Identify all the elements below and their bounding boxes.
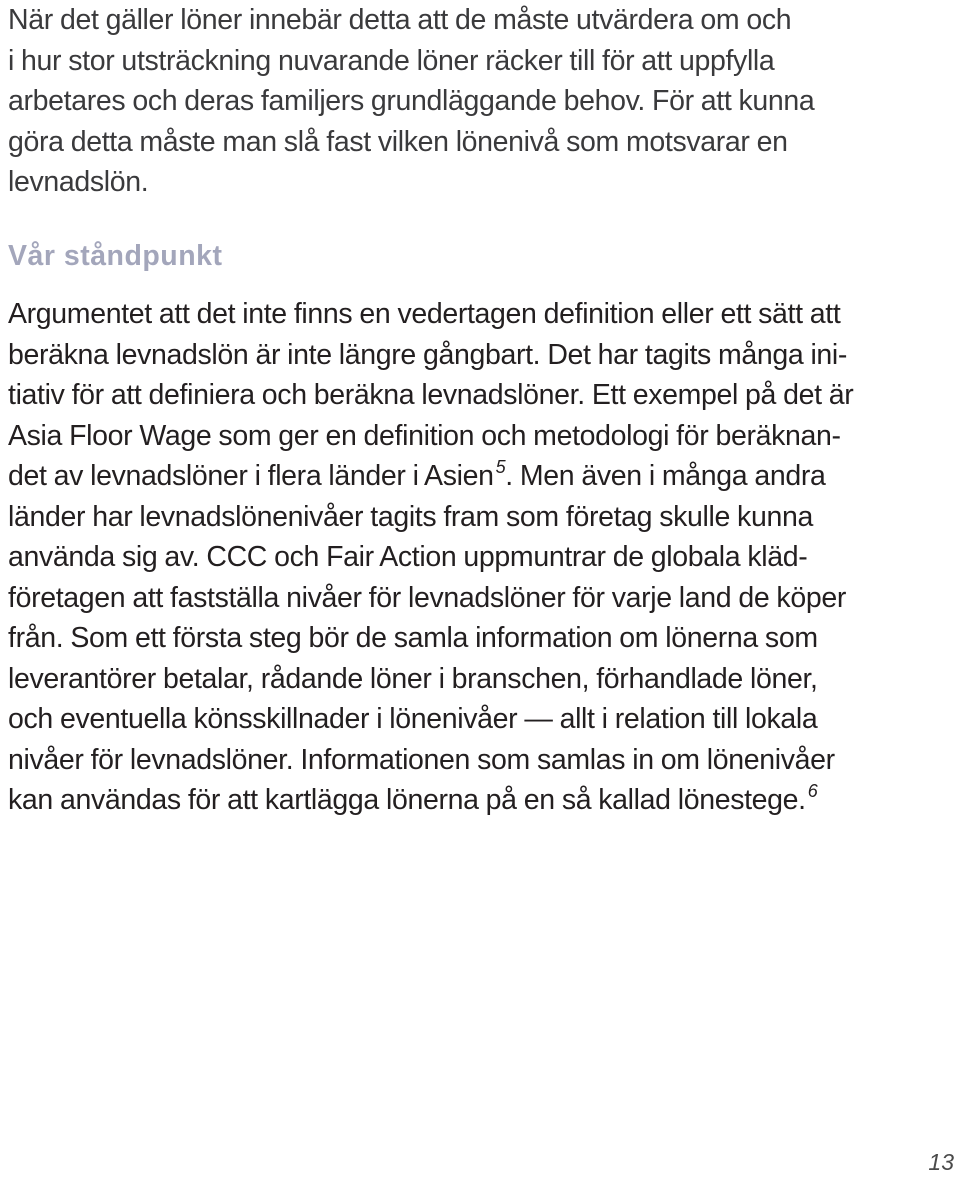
body-line: nivåer för levnadslöner. Informationen som samlas in om lönenivåer: [8, 743, 835, 776]
body-line: beräkna levnadslön är inte längre gångbart. Det har tagits många ini-: [8, 338, 848, 371]
page-number: 13: [928, 1149, 954, 1175]
body-line: använda sig av. CCC och Fair Action uppmuntrar de globala kläd-: [8, 541, 808, 573]
body-line: och eventuella könsskillnader i lönenivåer — allt i relation till lokala: [8, 703, 818, 735]
body-line: tiativ för att definiera och beräkna levnadslöner. Ett exempel på det är: [8, 379, 854, 411]
intro-line: i hur stor utsträckning nuvarande löner räcker till för att uppfylla: [8, 44, 775, 77]
intro-paragraph: [8, 0, 814, 203]
body-line: från. Som ett första steg bör de samla information om lönerna som: [8, 622, 818, 654]
body-line-continuation: . Men även i många andra: [505, 460, 826, 492]
intro-line: arbetares och deras familjers grundläggande behov. För att kunna: [8, 85, 815, 117]
footnote-ref-5: 5: [495, 457, 506, 477]
body-line: länder har levnadslönenivåer tagits fram som företag skulle kunna: [8, 500, 813, 533]
body-line-with-footnote: [8, 456, 853, 497]
intro-line: När det gäller löner innebär detta att de måste utvärdera om och: [8, 4, 792, 36]
body-line-text: det av levnadslöner i flera länder i Asien: [8, 460, 494, 492]
body-line-with-footnote: [8, 780, 853, 821]
body-line: Asia Floor Wage som ger en definition och metodologi för beräknan-: [8, 419, 841, 452]
intro-line: levnadslön.: [8, 166, 149, 198]
intro-line: göra detta måste man slå fast vilken lönenivå som motsvarar en: [8, 125, 788, 158]
body-line: Argumentet att det inte finns en vedertagen definition eller ett sätt att: [8, 298, 841, 330]
body-paragraph: [8, 294, 853, 821]
body-line: leverantörer betalar, rådande löner i branschen, förhandlade löner,: [8, 662, 818, 695]
section-heading: Vår ståndpunkt: [8, 240, 223, 272]
footnote-ref-6: 6: [807, 781, 818, 801]
body-line: företagen att fastställa nivåer för levnadslöner för varje land de köper: [8, 581, 846, 614]
body-line-text: kan användas för att kartlägga lönerna på en så kallad lönestege.: [8, 784, 806, 816]
